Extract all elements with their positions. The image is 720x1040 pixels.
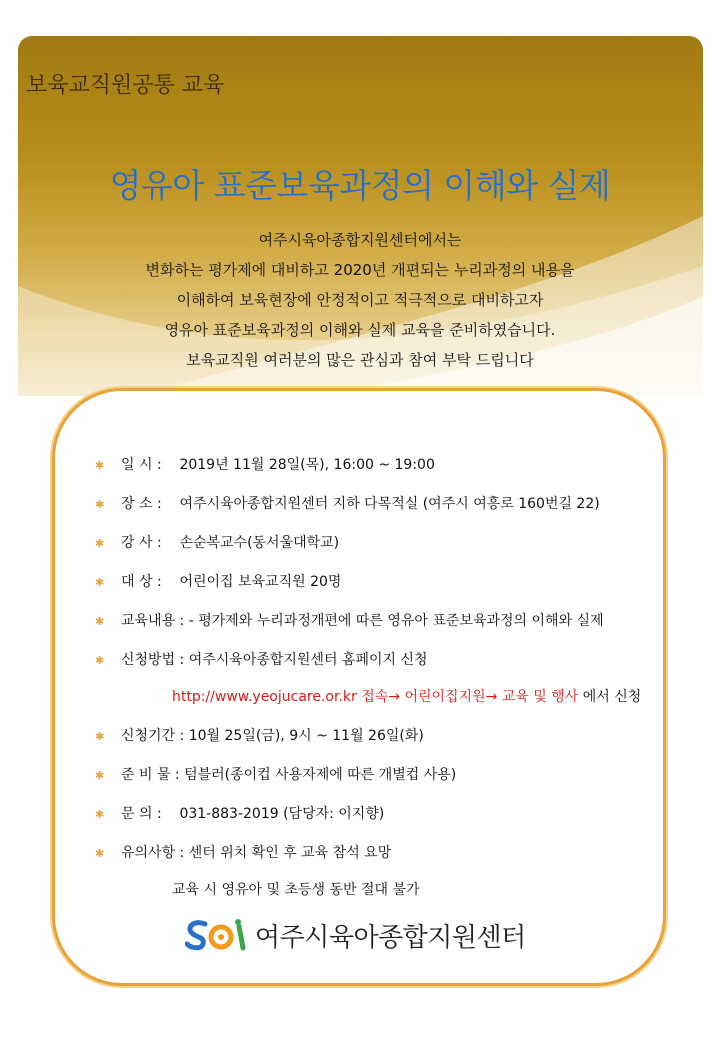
star-bullet-icon: ✱ (95, 615, 105, 628)
detail-apply-method (95, 649, 428, 669)
detail-lecturer (95, 532, 339, 552)
detail-label: 유의사항 : (121, 845, 185, 861)
intro-text (0, 225, 720, 375)
detail-label: 강 사 : (121, 535, 162, 551)
star-bullet-icon: ✱ (95, 459, 105, 472)
detail-value: 2019년 11월 28일(목), 16:00 ~ 19:00 (179, 457, 435, 473)
detail-label: 대 상 : (121, 574, 162, 590)
detail-notes (95, 842, 391, 862)
detail-value: 센터 위치 확인 후 교육 참석 요망 (188, 845, 392, 861)
detail-value: 10월 25일(금), 9시 ~ 11월 26일(화) (188, 728, 424, 744)
detail-value: 031-883-2019 (담당자: 이지향) (179, 806, 385, 822)
detail-place (95, 493, 600, 513)
star-bullet-icon: ✱ (95, 847, 105, 860)
detail-value: 여주시육아종합지원센터 홈페이지 신청 (188, 652, 428, 668)
star-bullet-icon: ✱ (95, 808, 105, 821)
star-bullet-icon: ✱ (95, 537, 105, 550)
detail-target (95, 571, 341, 591)
detail-value: - 평가제와 누리과정개편에 따른 영유아 표준보육과정의 이해와 실제 (184, 613, 604, 629)
star-bullet-icon: ✱ (95, 769, 105, 782)
apply-path (172, 686, 641, 706)
detail-label: 장 소 : (121, 496, 162, 512)
intro-line: 변화하는 평가제에 대비하고 2020년 개편되는 누리과정의 내용을 (145, 261, 575, 279)
detail-content (95, 610, 604, 630)
course-category: 보육교직원공통 교육 (26, 73, 225, 98)
center-logo (185, 915, 526, 955)
detail-label: 신청방법 : (121, 652, 185, 668)
detail-label: 교육내용 : (121, 613, 185, 629)
detail-supplies (95, 764, 456, 784)
star-bullet-icon: ✱ (95, 730, 105, 743)
page-title: 영유아 표준보육과정의 이해와 실제 (109, 166, 611, 205)
detail-value: 텀블러(종이컵 사용자제에 따른 개별컵 사용) (184, 767, 457, 783)
detail-value: 어린이집 보육교직원 20명 (179, 574, 342, 590)
star-bullet-icon: ✱ (95, 498, 105, 511)
detail-value: 손순복교수(동서울대학교) (179, 535, 340, 551)
intro-line: 보육교직원 여러분의 많은 관심과 참여 부탁 드립니다 (186, 351, 534, 369)
detail-contact (95, 803, 384, 823)
sci-logo-icon (185, 918, 249, 952)
detail-value: 여주시육아종합지원센터 지하 다목적실 (여주시 여흥로 160번길 22) (179, 496, 600, 512)
detail-date (95, 454, 435, 474)
intro-line: 이해하여 보육현장에 안정적이고 적극적으로 대비하고자 (176, 291, 544, 309)
intro-line: 영유아 표준보육과정의 이해와 실제 교육을 준비하였습니다. (164, 321, 556, 339)
center-name: 여주시육아종합지원센터 (255, 922, 526, 953)
detail-label: 일 시 : (121, 457, 162, 473)
intro-line: 여주시육아종합지원센터에서는 (258, 231, 462, 249)
apply-path-suffix: 에서 신청 (578, 689, 642, 705)
star-bullet-icon: ✱ (95, 654, 105, 667)
detail-label: 문 의 : (121, 806, 162, 822)
note-extra: 교육 시 영유아 및 초등생 동반 절대 불가 (172, 882, 420, 898)
detail-apply-period (95, 725, 424, 745)
star-bullet-icon: ✱ (95, 576, 105, 589)
detail-label: 신청기간 : (121, 728, 185, 744)
detail-label: 준 비 물 : (121, 767, 180, 783)
apply-link[interactable]: http://www.yeojucare.or.kr 접속→ 어린이집지원→ 교육 및 행사 (172, 689, 579, 705)
